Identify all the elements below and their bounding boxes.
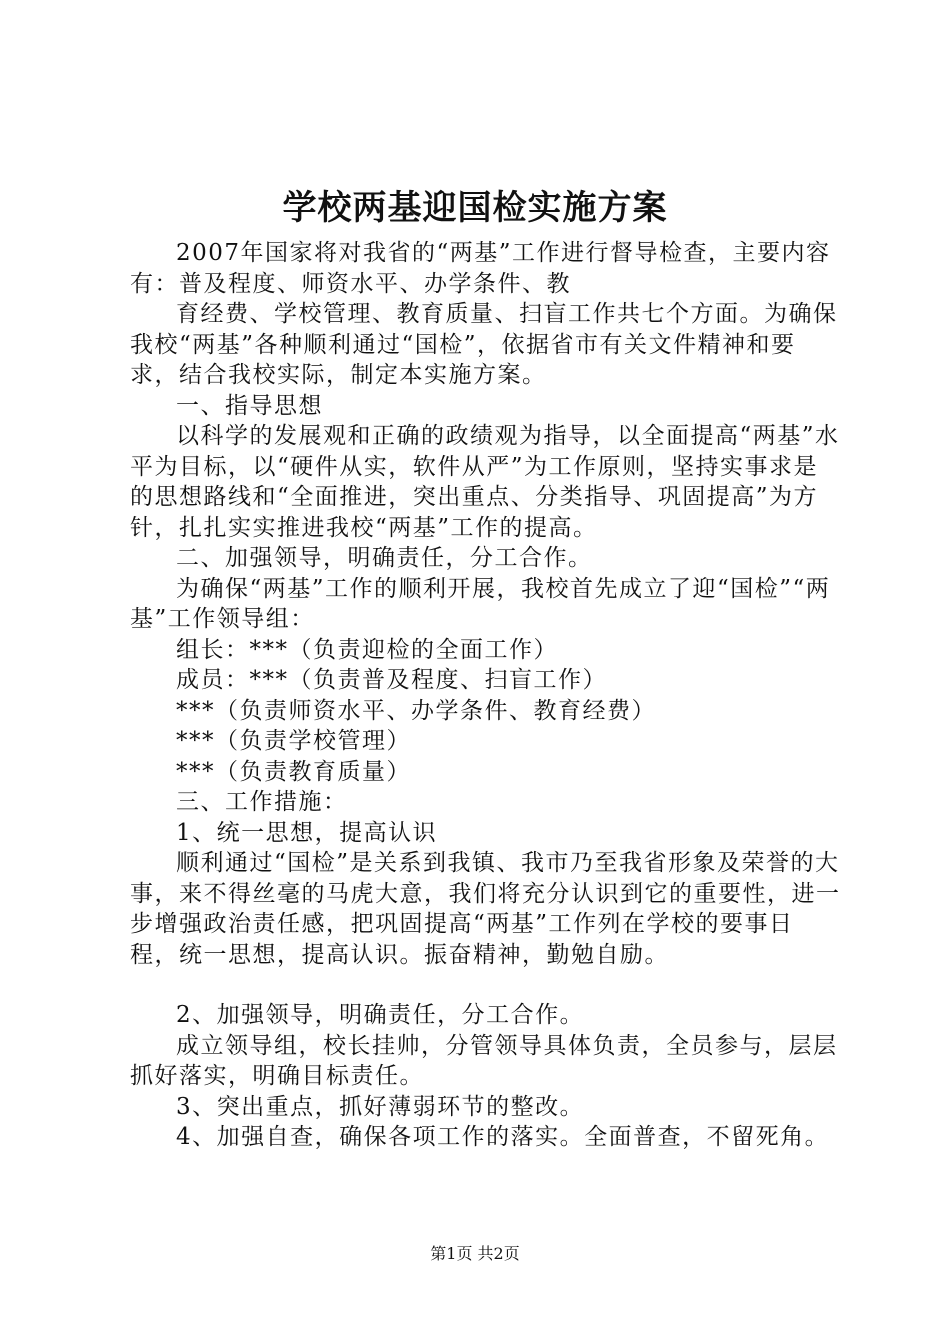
paragraph-leadership-group: 为确保“两基”工作的顺利开展，我校首先成立了迎“国检”“两基”工作领导组： xyxy=(130,575,831,632)
member-line-member-3: ***（负责学校管理） xyxy=(176,728,411,754)
section-heading-measures: 三、工作措施： xyxy=(176,789,348,815)
section-heading-leadership: 二、加强领导，明确责任，分工合作。 xyxy=(176,545,593,571)
paragraph-guiding-ideology: 以科学的发展观和正确的政绩观为指导，以全面提高“两基”水平为目标，以“硬件从实，软件从严”为工作原则，坚持实事求是的思想路线和“全面推进，突出重点、分类指导、巩固提高”为方针，扎扎实实推进我校“两基”工作的提高。 xyxy=(130,423,840,541)
member-line-member-1: 成员：***（负责普及程度、扫盲工作） xyxy=(176,667,607,693)
document-title: 学校两基迎国检实施方案 xyxy=(282,188,668,228)
paragraph-measure-1: 顺利通过“国检”是关系到我镇、我市乃至我省形象及荣誉的大事，来不得丝毫的马虎大意，我们将充分认识到它的重要性，进一步增强政治责任感，把巩固提高“两基”工作列在学校的要事日程，统一思想，提高认识。振奋精神，勤勉自励。 xyxy=(130,850,841,968)
member-line-member-4: ***（负责教育质量） xyxy=(176,758,411,785)
paragraph-measure-2: 成立领导组，校长挂帅，分管领导具体负责，全员参与，层层抓好落实，明确目标责任。 xyxy=(130,1032,838,1089)
measure-heading-4: 4、加强自查，确保各项工作的落实。全面普查，不留死角。 xyxy=(176,1124,830,1150)
member-line-member-2: ***（负责师资水平、办学条件、教育经费） xyxy=(176,697,656,724)
measure-heading-1: 1、统一思想，提高认识 xyxy=(176,819,438,846)
measure-heading-3: 3、突出重点，抓好薄弱环节的整改。 xyxy=(176,1093,585,1120)
member-line-leader: 组长：***（负责迎检的全面工作） xyxy=(176,636,558,663)
document-body xyxy=(130,238,842,1153)
paragraph-intro-2: 育经费、学校管理、教育质量、扫盲工作共七个方面。为确保我校“两基”各种顺利通过“国检”，依据省市有关文件精神和要求，结合我校实际，制定本实施方案。 xyxy=(130,301,838,388)
page-number-footer: 第1页 共2页 xyxy=(430,1244,520,1263)
section-heading-guiding-ideology: 一、指导思想 xyxy=(176,392,323,419)
paragraph-intro-1: 2007年国家将对我省的“两基”工作进行督导检查，主要内容有：普及程度、师资水平、办学条件、教 xyxy=(130,240,831,297)
measure-heading-2: 2、加强领导，明确责任，分工合作。 xyxy=(176,1002,585,1028)
